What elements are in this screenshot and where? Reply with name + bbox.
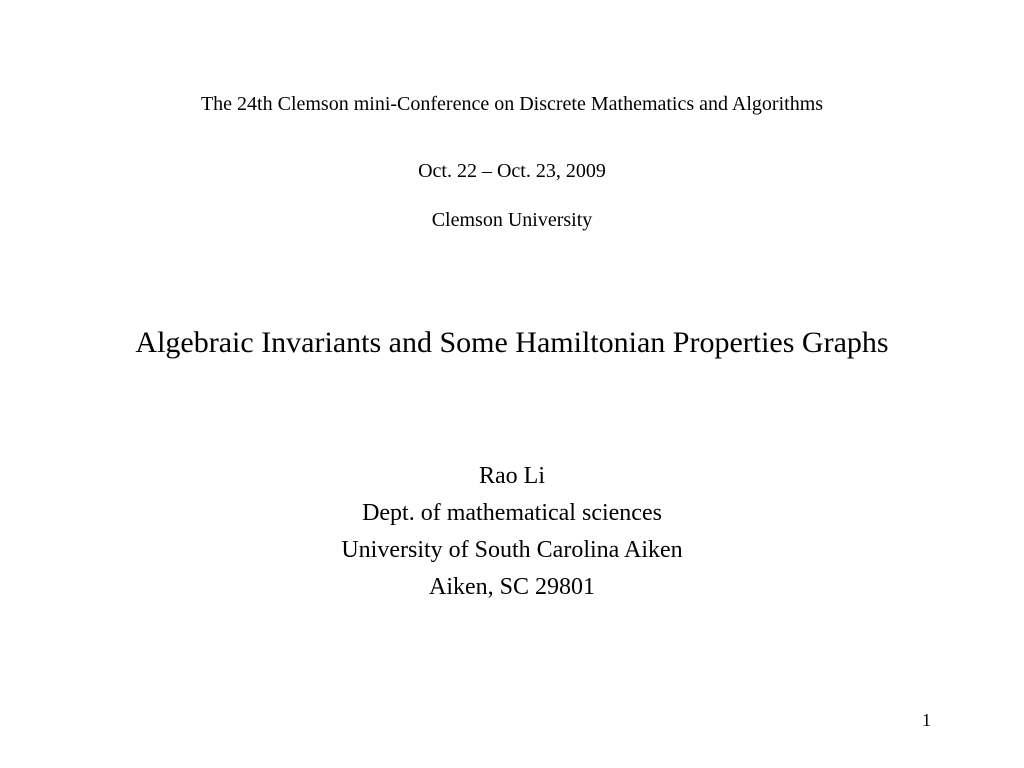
slide-title: Algebraic Invariants and Some Hamiltonian Properties Graphs [135, 326, 889, 359]
author-name: Rao Li [479, 463, 545, 489]
conference-name: The 24th Clemson mini-Conference on Discrete Mathematics and Algorithms [200, 93, 824, 115]
author-department: Dept. of mathematical sciences [362, 500, 662, 526]
conference-venue: Clemson University [431, 209, 593, 231]
author-address: Aiken, SC 29801 [428, 574, 595, 600]
author-block [0, 458, 1024, 606]
conference-dates: Oct. 22 – Oct. 23, 2009 [418, 160, 606, 182]
page-number: 1 [922, 710, 931, 730]
author-institution: University of South Carolina Aiken [341, 537, 683, 563]
